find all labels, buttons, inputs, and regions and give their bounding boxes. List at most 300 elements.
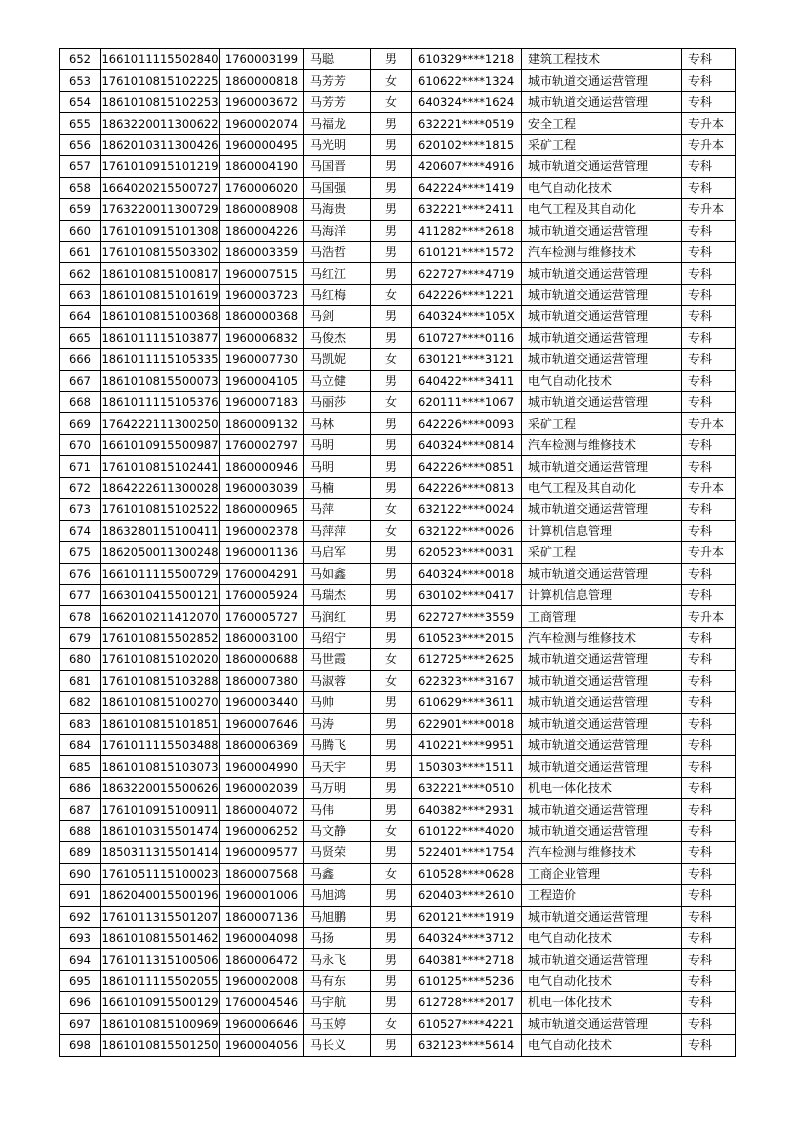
table-row bbox=[60, 241, 736, 262]
name-cell: 马如鑫 bbox=[304, 563, 371, 584]
id-number-cell: 642226****1221 bbox=[412, 284, 522, 305]
id-number-cell: 632123****5614 bbox=[412, 1035, 522, 1056]
gender-cell: 男 bbox=[371, 735, 412, 756]
student-number-cell: 1860000818 bbox=[220, 70, 304, 91]
major-cell: 城市轨道交通运营管理 bbox=[522, 263, 682, 284]
major-cell: 城市轨道交通运营管理 bbox=[522, 756, 682, 777]
student-number-cell: 1860009132 bbox=[220, 413, 304, 434]
name-cell: 马涛 bbox=[304, 713, 371, 734]
exam-number-cell: 1761011115503488 bbox=[101, 735, 220, 756]
gender-cell: 男 bbox=[371, 477, 412, 498]
row-index-cell: 696 bbox=[60, 992, 101, 1013]
gender-cell: 男 bbox=[371, 370, 412, 391]
gender-cell: 女 bbox=[371, 499, 412, 520]
name-cell: 马芳芳 bbox=[304, 91, 371, 112]
exam-number-cell: 1761010815102441 bbox=[101, 456, 220, 477]
table-row bbox=[60, 220, 736, 241]
exam-number-cell: 1863220015500626 bbox=[101, 777, 220, 798]
row-index-cell: 687 bbox=[60, 799, 101, 820]
level-cell: 专科 bbox=[682, 949, 736, 970]
level-cell: 专科 bbox=[682, 906, 736, 927]
gender-cell: 男 bbox=[371, 927, 412, 948]
name-cell: 马贤荣 bbox=[304, 842, 371, 863]
name-cell: 马明 bbox=[304, 456, 371, 477]
level-cell: 专科 bbox=[682, 563, 736, 584]
table-row bbox=[60, 799, 736, 820]
major-cell: 城市轨道交通运营管理 bbox=[522, 670, 682, 691]
gender-cell: 男 bbox=[371, 306, 412, 327]
major-cell: 城市轨道交通运营管理 bbox=[522, 906, 682, 927]
id-number-cell: 640382****2931 bbox=[412, 799, 522, 820]
name-cell: 马光明 bbox=[304, 134, 371, 155]
exam-number-cell: 1761010915101219 bbox=[101, 156, 220, 177]
student-number-cell: 1760004291 bbox=[220, 563, 304, 584]
major-cell: 工商管理 bbox=[522, 606, 682, 627]
table-row bbox=[60, 370, 736, 391]
table-row bbox=[60, 970, 736, 991]
student-number-cell: 1960002008 bbox=[220, 970, 304, 991]
row-index-cell: 655 bbox=[60, 113, 101, 134]
exam-number-cell: 1862010311300426 bbox=[101, 134, 220, 155]
id-number-cell: 610329****1218 bbox=[412, 49, 522, 70]
student-number-cell: 1960003672 bbox=[220, 91, 304, 112]
gender-cell: 男 bbox=[371, 199, 412, 220]
student-number-cell: 1860004226 bbox=[220, 220, 304, 241]
student-number-cell: 1860000965 bbox=[220, 499, 304, 520]
gender-cell: 男 bbox=[371, 434, 412, 455]
name-cell: 马帅 bbox=[304, 692, 371, 713]
table-row bbox=[60, 777, 736, 798]
level-cell: 专科 bbox=[682, 306, 736, 327]
name-cell: 马海贵 bbox=[304, 199, 371, 220]
table-row bbox=[60, 927, 736, 948]
table-row bbox=[60, 756, 736, 777]
gender-cell: 男 bbox=[371, 156, 412, 177]
level-cell: 专科 bbox=[682, 1013, 736, 1034]
level-cell: 专科 bbox=[682, 820, 736, 841]
major-cell: 城市轨道交通运营管理 bbox=[522, 499, 682, 520]
gender-cell: 男 bbox=[371, 713, 412, 734]
exam-number-cell: 1761051115100023 bbox=[101, 863, 220, 884]
exam-number-cell: 1862050011300248 bbox=[101, 542, 220, 563]
row-index-cell: 675 bbox=[60, 542, 101, 563]
name-cell: 马世霞 bbox=[304, 649, 371, 670]
id-number-cell: 610622****1324 bbox=[412, 70, 522, 91]
table-row bbox=[60, 606, 736, 627]
table-row bbox=[60, 735, 736, 756]
student-number-cell: 1960007646 bbox=[220, 713, 304, 734]
id-number-cell: 632122****0024 bbox=[412, 499, 522, 520]
row-index-cell: 688 bbox=[60, 820, 101, 841]
exam-number-cell: 1861010815100817 bbox=[101, 263, 220, 284]
name-cell: 马萍 bbox=[304, 499, 371, 520]
name-cell: 马鑫 bbox=[304, 863, 371, 884]
major-cell: 城市轨道交通运营管理 bbox=[522, 91, 682, 112]
table-body bbox=[60, 49, 736, 1057]
student-number-cell: 1960009577 bbox=[220, 842, 304, 863]
table-row bbox=[60, 434, 736, 455]
id-number-cell: 642226****0813 bbox=[412, 477, 522, 498]
gender-cell: 男 bbox=[371, 220, 412, 241]
level-cell: 专升本 bbox=[682, 542, 736, 563]
level-cell: 专科 bbox=[682, 1035, 736, 1056]
student-number-cell: 1960002074 bbox=[220, 113, 304, 134]
major-cell: 城市轨道交通运营管理 bbox=[522, 70, 682, 91]
gender-cell: 男 bbox=[371, 542, 412, 563]
row-index-cell: 691 bbox=[60, 885, 101, 906]
table-row bbox=[60, 177, 736, 198]
name-cell: 马万明 bbox=[304, 777, 371, 798]
row-index-cell: 677 bbox=[60, 584, 101, 605]
level-cell: 专科 bbox=[682, 456, 736, 477]
name-cell: 马浩哲 bbox=[304, 241, 371, 262]
major-cell: 城市轨道交通运营管理 bbox=[522, 713, 682, 734]
table-row bbox=[60, 1035, 736, 1056]
row-index-cell: 668 bbox=[60, 392, 101, 413]
major-cell: 汽车检测与维修技术 bbox=[522, 627, 682, 648]
gender-cell: 男 bbox=[371, 241, 412, 262]
table-row bbox=[60, 477, 736, 498]
gender-cell: 女 bbox=[371, 1013, 412, 1034]
gender-cell: 男 bbox=[371, 949, 412, 970]
row-index-cell: 660 bbox=[60, 220, 101, 241]
major-cell: 城市轨道交通运营管理 bbox=[522, 392, 682, 413]
exam-number-cell: 1861010815100270 bbox=[101, 692, 220, 713]
gender-cell: 女 bbox=[371, 649, 412, 670]
table-row bbox=[60, 456, 736, 477]
exam-number-cell: 1861010815500073 bbox=[101, 370, 220, 391]
name-cell: 马永飞 bbox=[304, 949, 371, 970]
row-index-cell: 694 bbox=[60, 949, 101, 970]
table-row bbox=[60, 156, 736, 177]
gender-cell: 男 bbox=[371, 756, 412, 777]
table-row bbox=[60, 563, 736, 584]
table-row bbox=[60, 820, 736, 841]
major-cell: 城市轨道交通运营管理 bbox=[522, 563, 682, 584]
level-cell: 专科 bbox=[682, 177, 736, 198]
gender-cell: 男 bbox=[371, 606, 412, 627]
gender-cell: 女 bbox=[371, 392, 412, 413]
name-cell: 马天宇 bbox=[304, 756, 371, 777]
id-number-cell: 622901****0018 bbox=[412, 713, 522, 734]
table-row bbox=[60, 906, 736, 927]
name-cell: 马淑蓉 bbox=[304, 670, 371, 691]
exam-number-cell: 1763220011300729 bbox=[101, 199, 220, 220]
level-cell: 专科 bbox=[682, 713, 736, 734]
table-row bbox=[60, 649, 736, 670]
exam-number-cell: 1761010915101308 bbox=[101, 220, 220, 241]
exam-number-cell: 1861010815101851 bbox=[101, 713, 220, 734]
exam-number-cell: 1861010815103073 bbox=[101, 756, 220, 777]
name-cell: 马芳芳 bbox=[304, 70, 371, 91]
table-row bbox=[60, 91, 736, 112]
table-row bbox=[60, 949, 736, 970]
major-cell: 工程造价 bbox=[522, 885, 682, 906]
id-number-cell: 630102****0417 bbox=[412, 584, 522, 605]
student-number-cell: 1860003100 bbox=[220, 627, 304, 648]
id-number-cell: 620121****1919 bbox=[412, 906, 522, 927]
row-index-cell: 693 bbox=[60, 927, 101, 948]
major-cell: 城市轨道交通运营管理 bbox=[522, 799, 682, 820]
id-number-cell: 640324****1624 bbox=[412, 91, 522, 112]
gender-cell: 男 bbox=[371, 627, 412, 648]
major-cell: 汽车检测与维修技术 bbox=[522, 434, 682, 455]
level-cell: 专科 bbox=[682, 220, 736, 241]
id-number-cell: 411282****2618 bbox=[412, 220, 522, 241]
name-cell: 马剑 bbox=[304, 306, 371, 327]
level-cell: 专科 bbox=[682, 499, 736, 520]
exam-number-cell: 1861010815501250 bbox=[101, 1035, 220, 1056]
exam-number-cell: 1761010815102522 bbox=[101, 499, 220, 520]
row-index-cell: 662 bbox=[60, 263, 101, 284]
table-row bbox=[60, 863, 736, 884]
level-cell: 专科 bbox=[682, 434, 736, 455]
id-number-cell: 640324****105X bbox=[412, 306, 522, 327]
student-number-cell: 1860007568 bbox=[220, 863, 304, 884]
name-cell: 马国晋 bbox=[304, 156, 371, 177]
gender-cell: 男 bbox=[371, 134, 412, 155]
student-number-cell: 1860000946 bbox=[220, 456, 304, 477]
table-row bbox=[60, 49, 736, 70]
student-number-cell: 1860004190 bbox=[220, 156, 304, 177]
student-number-cell: 1960007515 bbox=[220, 263, 304, 284]
name-cell: 马海洋 bbox=[304, 220, 371, 241]
table-row bbox=[60, 670, 736, 691]
level-cell: 专升本 bbox=[682, 606, 736, 627]
id-number-cell: 642226****0851 bbox=[412, 456, 522, 477]
major-cell: 汽车检测与维修技术 bbox=[522, 842, 682, 863]
major-cell: 城市轨道交通运营管理 bbox=[522, 284, 682, 305]
exam-number-cell: 1861010815100969 bbox=[101, 1013, 220, 1034]
exam-number-cell: 1761010815103288 bbox=[101, 670, 220, 691]
exam-number-cell: 1863220011300622 bbox=[101, 113, 220, 134]
level-cell: 专科 bbox=[682, 756, 736, 777]
gender-cell: 男 bbox=[371, 113, 412, 134]
row-index-cell: 665 bbox=[60, 327, 101, 348]
id-number-cell: 610122****4020 bbox=[412, 820, 522, 841]
table-row bbox=[60, 113, 736, 134]
student-number-cell: 1860003359 bbox=[220, 241, 304, 262]
student-number-cell: 1960003039 bbox=[220, 477, 304, 498]
major-cell: 采矿工程 bbox=[522, 542, 682, 563]
row-index-cell: 683 bbox=[60, 713, 101, 734]
row-index-cell: 680 bbox=[60, 649, 101, 670]
name-cell: 马玉婷 bbox=[304, 1013, 371, 1034]
student-number-cell: 1960002378 bbox=[220, 520, 304, 541]
major-cell: 电气自动化技术 bbox=[522, 177, 682, 198]
level-cell: 专科 bbox=[682, 670, 736, 691]
row-index-cell: 659 bbox=[60, 199, 101, 220]
id-number-cell: 620403****2610 bbox=[412, 885, 522, 906]
level-cell: 专科 bbox=[682, 584, 736, 605]
student-number-cell: 1860000368 bbox=[220, 306, 304, 327]
id-number-cell: 620102****1815 bbox=[412, 134, 522, 155]
table-row bbox=[60, 349, 736, 370]
name-cell: 马有东 bbox=[304, 970, 371, 991]
exam-number-cell: 1764222111300250 bbox=[101, 413, 220, 434]
row-index-cell: 661 bbox=[60, 241, 101, 262]
exam-number-cell: 1862040015500196 bbox=[101, 885, 220, 906]
student-number-cell: 1760005924 bbox=[220, 584, 304, 605]
gender-cell: 男 bbox=[371, 563, 412, 584]
student-number-cell: 1960000495 bbox=[220, 134, 304, 155]
id-number-cell: 622727****3559 bbox=[412, 606, 522, 627]
row-index-cell: 697 bbox=[60, 1013, 101, 1034]
exam-number-cell: 1861011115502055 bbox=[101, 970, 220, 991]
level-cell: 专科 bbox=[682, 799, 736, 820]
table-row bbox=[60, 885, 736, 906]
table-row bbox=[60, 842, 736, 863]
gender-cell: 男 bbox=[371, 992, 412, 1013]
table-row bbox=[60, 284, 736, 305]
student-number-cell: 1960007183 bbox=[220, 392, 304, 413]
gender-cell: 男 bbox=[371, 799, 412, 820]
row-index-cell: 656 bbox=[60, 134, 101, 155]
level-cell: 专科 bbox=[682, 777, 736, 798]
level-cell: 专科 bbox=[682, 349, 736, 370]
major-cell: 电气工程及其自动化 bbox=[522, 199, 682, 220]
id-number-cell: 612725****2625 bbox=[412, 649, 522, 670]
major-cell: 计算机信息管理 bbox=[522, 584, 682, 605]
level-cell: 专科 bbox=[682, 91, 736, 112]
level-cell: 专科 bbox=[682, 735, 736, 756]
gender-cell: 女 bbox=[371, 349, 412, 370]
gender-cell: 男 bbox=[371, 842, 412, 863]
exam-number-cell: 1761010815102020 bbox=[101, 649, 220, 670]
row-index-cell: 698 bbox=[60, 1035, 101, 1056]
id-number-cell: 610523****2015 bbox=[412, 627, 522, 648]
id-number-cell: 410221****9951 bbox=[412, 735, 522, 756]
student-number-cell: 1960006646 bbox=[220, 1013, 304, 1034]
student-number-cell: 1960006252 bbox=[220, 820, 304, 841]
id-number-cell: 640422****3411 bbox=[412, 370, 522, 391]
row-index-cell: 681 bbox=[60, 670, 101, 691]
row-index-cell: 679 bbox=[60, 627, 101, 648]
row-index-cell: 664 bbox=[60, 306, 101, 327]
name-cell: 马国强 bbox=[304, 177, 371, 198]
gender-cell: 男 bbox=[371, 263, 412, 284]
level-cell: 专科 bbox=[682, 284, 736, 305]
major-cell: 城市轨道交通运营管理 bbox=[522, 220, 682, 241]
student-number-cell: 1760006020 bbox=[220, 177, 304, 198]
id-number-cell: 622323****3167 bbox=[412, 670, 522, 691]
id-number-cell: 610121****1572 bbox=[412, 241, 522, 262]
row-index-cell: 686 bbox=[60, 777, 101, 798]
student-roster-table bbox=[59, 48, 736, 1057]
gender-cell: 男 bbox=[371, 777, 412, 798]
name-cell: 马绍宁 bbox=[304, 627, 371, 648]
student-number-cell: 1860000688 bbox=[220, 649, 304, 670]
table-row bbox=[60, 306, 736, 327]
id-number-cell: 642226****0093 bbox=[412, 413, 522, 434]
name-cell: 马文静 bbox=[304, 820, 371, 841]
name-cell: 马瑞杰 bbox=[304, 584, 371, 605]
major-cell: 建筑工程技术 bbox=[522, 49, 682, 70]
name-cell: 马润红 bbox=[304, 606, 371, 627]
row-index-cell: 672 bbox=[60, 477, 101, 498]
id-number-cell: 610125****5236 bbox=[412, 970, 522, 991]
gender-cell: 男 bbox=[371, 584, 412, 605]
student-number-cell: 1860007136 bbox=[220, 906, 304, 927]
student-number-cell: 1860007380 bbox=[220, 670, 304, 691]
level-cell: 专科 bbox=[682, 263, 736, 284]
level-cell: 专科 bbox=[682, 627, 736, 648]
major-cell: 电气自动化技术 bbox=[522, 370, 682, 391]
table-row bbox=[60, 392, 736, 413]
student-number-cell: 1960003723 bbox=[220, 284, 304, 305]
level-cell: 专科 bbox=[682, 863, 736, 884]
major-cell: 电气自动化技术 bbox=[522, 970, 682, 991]
id-number-cell: 640324****0814 bbox=[412, 434, 522, 455]
student-number-cell: 1960003440 bbox=[220, 692, 304, 713]
major-cell: 城市轨道交通运营管理 bbox=[522, 306, 682, 327]
student-number-cell: 1960004105 bbox=[220, 370, 304, 391]
name-cell: 马明 bbox=[304, 434, 371, 455]
exam-number-cell: 1761010915100911 bbox=[101, 799, 220, 820]
major-cell: 采矿工程 bbox=[522, 134, 682, 155]
student-number-cell: 1760003199 bbox=[220, 49, 304, 70]
major-cell: 电气自动化技术 bbox=[522, 927, 682, 948]
major-cell: 电气自动化技术 bbox=[522, 1035, 682, 1056]
gender-cell: 男 bbox=[371, 692, 412, 713]
row-index-cell: 671 bbox=[60, 456, 101, 477]
major-cell: 安全工程 bbox=[522, 113, 682, 134]
name-cell: 马楠 bbox=[304, 477, 371, 498]
id-number-cell: 622727****4719 bbox=[412, 263, 522, 284]
id-number-cell: 632221****2411 bbox=[412, 199, 522, 220]
exam-number-cell: 1861010815100368 bbox=[101, 306, 220, 327]
id-number-cell: 610528****0628 bbox=[412, 863, 522, 884]
name-cell: 马福龙 bbox=[304, 113, 371, 134]
row-index-cell: 658 bbox=[60, 177, 101, 198]
name-cell: 马红江 bbox=[304, 263, 371, 284]
student-number-cell: 1960001006 bbox=[220, 885, 304, 906]
exam-number-cell: 1864222611300028 bbox=[101, 477, 220, 498]
table-row bbox=[60, 199, 736, 220]
exam-number-cell: 1761010815102225 bbox=[101, 70, 220, 91]
level-cell: 专升本 bbox=[682, 134, 736, 155]
level-cell: 专科 bbox=[682, 241, 736, 262]
id-number-cell: 642224****1419 bbox=[412, 177, 522, 198]
level-cell: 专科 bbox=[682, 70, 736, 91]
student-number-cell: 1960001136 bbox=[220, 542, 304, 563]
table-row bbox=[60, 70, 736, 91]
level-cell: 专科 bbox=[682, 927, 736, 948]
exam-number-cell: 1761011315100506 bbox=[101, 949, 220, 970]
name-cell: 马丽莎 bbox=[304, 392, 371, 413]
id-number-cell: 632221****0519 bbox=[412, 113, 522, 134]
gender-cell: 男 bbox=[371, 177, 412, 198]
exam-number-cell: 1861011115103877 bbox=[101, 327, 220, 348]
id-number-cell: 632221****0510 bbox=[412, 777, 522, 798]
major-cell: 机电一体化技术 bbox=[522, 777, 682, 798]
name-cell: 马伟 bbox=[304, 799, 371, 820]
exam-number-cell: 1861010815501462 bbox=[101, 927, 220, 948]
row-index-cell: 684 bbox=[60, 735, 101, 756]
row-index-cell: 690 bbox=[60, 863, 101, 884]
row-index-cell: 669 bbox=[60, 413, 101, 434]
exam-number-cell: 1861010815101619 bbox=[101, 284, 220, 305]
name-cell: 马扬 bbox=[304, 927, 371, 948]
id-number-cell: 610727****0116 bbox=[412, 327, 522, 348]
row-index-cell: 673 bbox=[60, 499, 101, 520]
major-cell: 汽车检测与维修技术 bbox=[522, 241, 682, 262]
major-cell: 采矿工程 bbox=[522, 413, 682, 434]
row-index-cell: 654 bbox=[60, 91, 101, 112]
table-row bbox=[60, 713, 736, 734]
table-row bbox=[60, 542, 736, 563]
major-cell: 城市轨道交通运营管理 bbox=[522, 349, 682, 370]
